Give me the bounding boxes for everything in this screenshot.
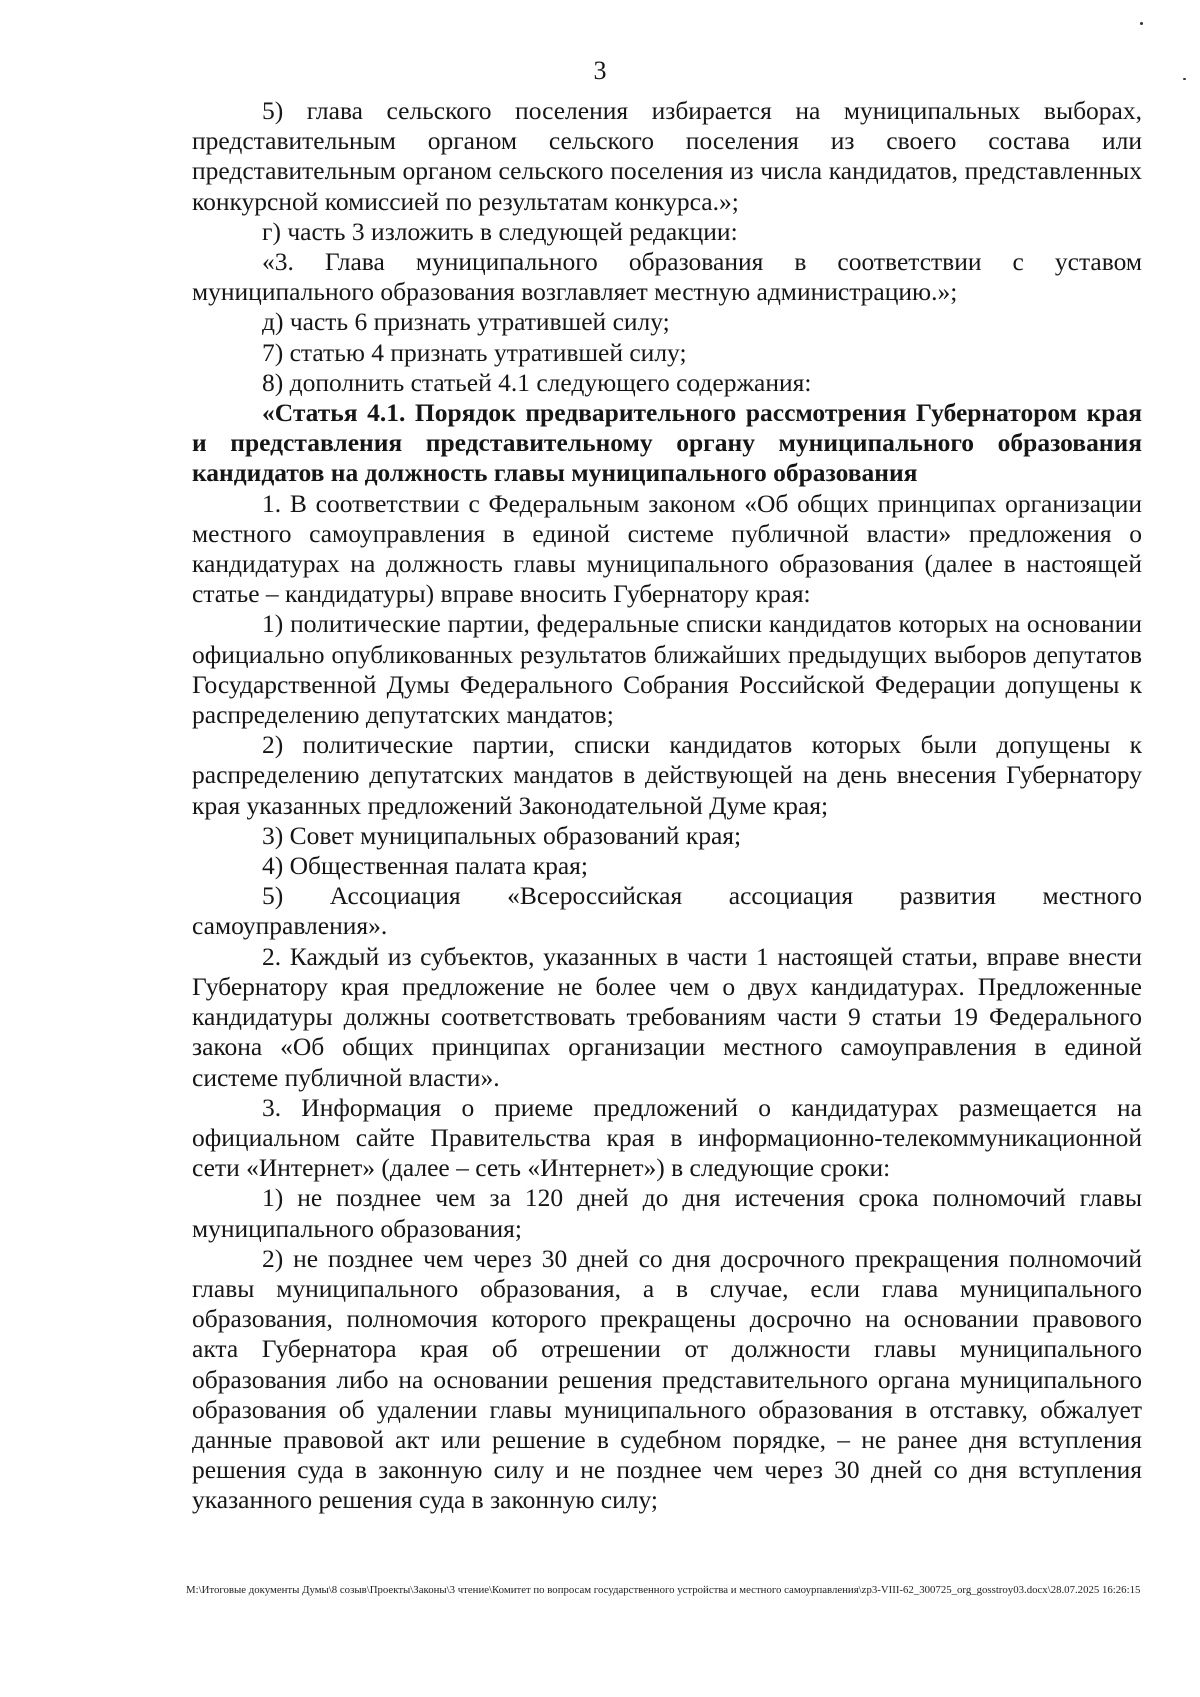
paragraph: 1. В соответствии с Федеральным законом «Об общих принципах организации местного самоуправления в единой системе публичной власти» предложения о кандидатурах на должность главы муниципального образования (далее в настоящей статье – кандидатуры) вправе вносить Губернатору края: bbox=[192, 488, 1142, 609]
scan-speck bbox=[1183, 78, 1186, 80]
paragraph: 8) дополнить статьей 4.1 следующего содержания: bbox=[262, 367, 812, 397]
paragraph: д) часть 6 признать утратившей силу; bbox=[262, 307, 670, 337]
paragraph: 5) Ассоциация «Всероссийская ассоциация развития местного самоуправления». bbox=[192, 881, 1142, 941]
article-heading: «Статья 4.1. Порядок предварительного рассмотрения Губернатором края и представления представительному органу муниципального образования кандидатов на должность главы муниципального образования bbox=[192, 398, 1142, 488]
paragraph: 1) не позднее чем за 120 дней до дня истечения срока полномочий главы муниципального образования; bbox=[192, 1183, 1142, 1243]
paragraph: г) часть 3 изложить в следующей редакции: bbox=[262, 216, 738, 246]
footer-file-path: M:\Итоговые документы Думы\8 созыв\Проекты\Законы\3 чтение\Комитет по вопросам государственного устройства и местного самоурпавления\zp3-VIII-62_300725_org_gosstroy03.docx\28.07.2025 16:26:15 bbox=[186, 1584, 1141, 1596]
document-body bbox=[192, 96, 1142, 1516]
scan-speck bbox=[1140, 22, 1143, 25]
paragraph: «3. Глава муниципального образования в соответствии с уставом муниципального образования возглавляет местную администрацию.»; bbox=[192, 247, 1142, 307]
page-number: 3 bbox=[593, 56, 607, 85]
paragraph: 3) Совет муниципальных образований края; bbox=[262, 820, 742, 850]
paragraph: 7) статью 4 признать утратившей силу; bbox=[262, 337, 687, 367]
paragraph: 1) политические партии, федеральные списки кандидатов которых на основании официально опубликованных результатов ближайших предыдущих выборов депутатов Государственной Думы Федерального Собрания Российской Федерации допущены к распределению депутатских мандатов; bbox=[192, 609, 1142, 730]
paragraph: 2. Каждый из субъектов, указанных в части 1 настоящей статьи, вправе внести Губернатору края предложение не более чем о двух кандидатурах. Предложенные кандидатуры должны соответствовать требованиям части 9 статьи 19 Федерального закона «Об общих принципах организации местного самоуправления в единой системе публичной власти». bbox=[192, 941, 1142, 1092]
paragraph: 3. Информация о приеме предложений о кандидатурах размещается на официальном сайте Правительства края в информационно-телекоммуникационной сети «Интернет» (далее – сеть «Интернет») в следующие сроки: bbox=[192, 1092, 1142, 1183]
paragraph: 5) глава сельского поселения избирается на муниципальных выборах, представительным органом сельского поселения из своего состава или представительным органом сельского поселения из числа кандидатов, представленных конкурсной комиссией по результатам конкурса.»; bbox=[192, 96, 1142, 216]
paragraph: 2) политические партии, списки кандидатов которых были допущены к распределению депутатских мандатов в действующей на день внесения Губернатору края указанных предложений Законодательной Думе края; bbox=[192, 730, 1142, 820]
paragraph: 4) Общественная палата края; bbox=[262, 851, 588, 881]
paragraph: 2) не позднее чем через 30 дней со дня досрочного прекращения полномочий главы муниципального образования, а в случае, если глава муниципального образования, полномочия которого прекращены досрочно на основании правового акта Губернатора края об отрешении от должности главы муниципального образования либо на основании решения представительного органа муниципального образования об удалении главы муниципального образования в отставку, обжалует данные правовой акт или решение в судебном порядке, – не ранее дня вступления решения суда в законную силу и не позднее чем через 30 дней со дня вступления указанного решения суда в законную силу; bbox=[192, 1243, 1142, 1515]
